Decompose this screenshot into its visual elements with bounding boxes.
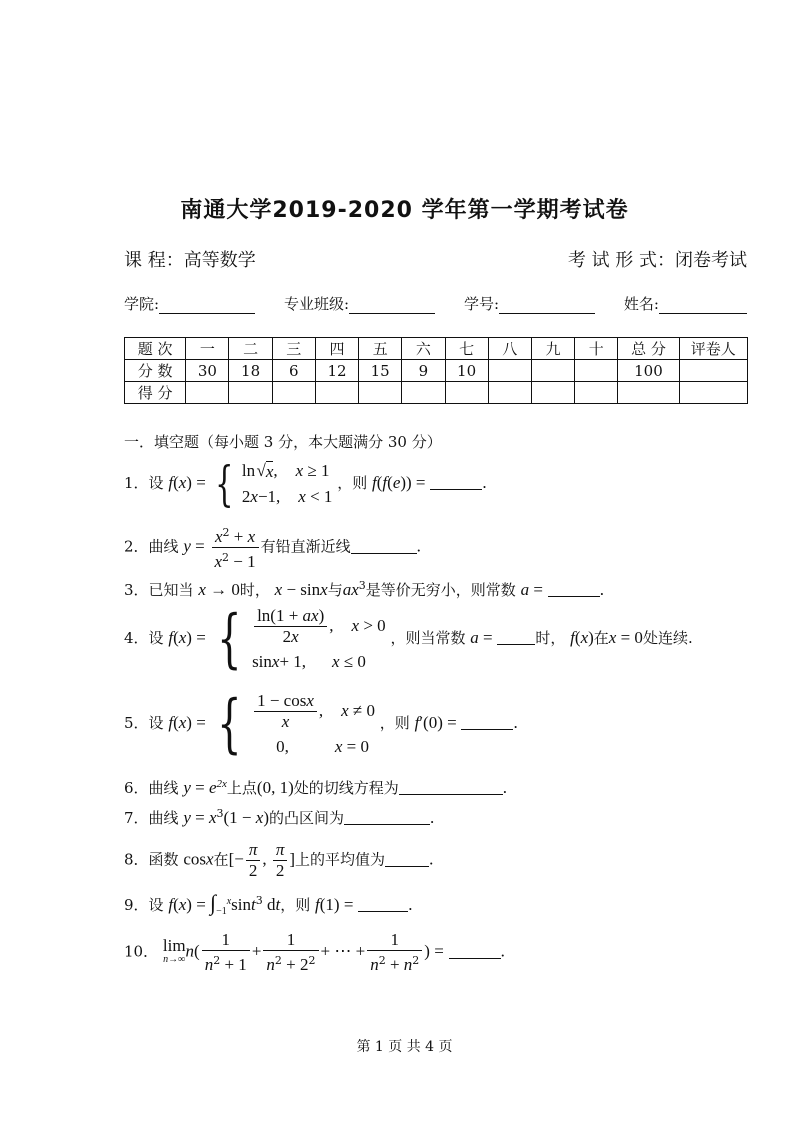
table-cell <box>488 360 531 382</box>
table-cell: 100 <box>618 360 679 382</box>
answer-blank[interactable] <box>358 895 408 912</box>
answer-blank[interactable] <box>548 580 600 597</box>
score-input-cell[interactable] <box>229 382 272 404</box>
score-table <box>124 337 748 404</box>
exam-title: 南通大学2019-2020 学年第一学期考试卷 <box>180 198 629 223</box>
course-label: 课 程：高等数学 <box>124 250 256 271</box>
table-cell: 十 <box>575 338 618 360</box>
score-input-cell[interactable] <box>488 382 531 404</box>
answer-blank[interactable] <box>497 628 535 645</box>
score-input-cell[interactable] <box>618 382 679 404</box>
question-8: 8．函数 cosx在[− $\frac{\pi}{2}$ , $\frac{\pi}{2}$ ]上的平均值为 . <box>124 840 434 880</box>
table-cell: 9 <box>402 360 445 382</box>
answer-blank[interactable] <box>399 778 503 795</box>
table-cell: 三 <box>272 338 315 360</box>
question-5: 5．设 f(x) = { $\frac{1 - \cos x}{x}$ , x ≠ 0 0, x = 0 ，则 f′(0) = . <box>124 687 518 761</box>
section-title: 一．填空题（每小题 3 分，本大题满分 30 分） <box>124 433 442 451</box>
question-6: 6．曲线 $y = e^{2x}$上点(0, 1)处的切线方程为 . <box>124 778 508 797</box>
table-cell: 10 <box>445 360 488 382</box>
table-cell: 五 <box>359 338 402 360</box>
score-input-cell[interactable] <box>359 382 402 404</box>
answer-blank[interactable] <box>449 942 501 959</box>
table-cell <box>531 360 574 382</box>
college-field[interactable]: 学院: <box>124 293 255 314</box>
table-cell: 九 <box>531 338 574 360</box>
answer-blank[interactable] <box>351 537 417 554</box>
score-input-cell[interactable] <box>272 382 315 404</box>
question-3: 3．已知当 x → 0时， x − sinx与$ax^3$是等价无穷小，则常数 a = . <box>124 579 604 599</box>
table-cell: 评卷人 <box>679 338 747 360</box>
answer-blank[interactable] <box>430 473 482 490</box>
table-cell: 6 <box>272 360 315 382</box>
table-cell <box>575 360 618 382</box>
score-table-got-row <box>125 382 748 404</box>
table-cell: 七 <box>445 338 488 360</box>
table-cell: 30 <box>186 360 229 382</box>
answer-blank[interactable] <box>461 713 513 730</box>
table-cell: 12 <box>315 360 358 382</box>
table-cell: 四 <box>315 338 358 360</box>
question-7: 7．曲线 $y = x^3(1 - x)$的凸区间为 . <box>124 807 435 827</box>
table-cell <box>679 360 747 382</box>
table-cell: 15 <box>359 360 402 382</box>
class-field[interactable]: 专业班级: <box>284 293 435 314</box>
table-cell: 八 <box>488 338 531 360</box>
score-input-cell[interactable] <box>531 382 574 404</box>
question-9: 9．设 $f(x) = \int_{-1}^x\sin t^3$ dt，则 f(1) = . <box>124 890 413 917</box>
table-cell: 分 数 <box>125 360 186 382</box>
score-input-cell[interactable] <box>575 382 618 404</box>
question-1: 1．设 f(x) = { ln √ x , x ≥ 1 2 x −1, x < 1 ，则 f(f(e)) = . <box>124 456 487 512</box>
score-table-points-row <box>125 360 748 382</box>
answer-blank[interactable] <box>344 808 430 825</box>
name-field[interactable]: 姓名: <box>624 293 747 314</box>
table-cell: 二 <box>229 338 272 360</box>
table-cell: 六 <box>402 338 445 360</box>
page-footer: 第 1 页 共 4 页 <box>356 1039 453 1055</box>
student-info-row <box>124 293 747 314</box>
question-10: 10． lim n→∞ n( $\frac{1}{n^2 + 1}$ + $\frac{1}{n^2 + 2^2}$ + ⋯ + $\frac{1}{n^2 + n^2}$ ) = . <box>124 930 505 974</box>
score-input-cell[interactable] <box>445 382 488 404</box>
table-cell: 得 分 <box>125 382 186 404</box>
table-cell: 一 <box>186 338 229 360</box>
table-cell: 18 <box>229 360 272 382</box>
answer-blank[interactable] <box>385 850 429 867</box>
table-cell: 总 分 <box>618 338 679 360</box>
table-cell: 题 次 <box>125 338 186 360</box>
score-input-cell[interactable] <box>186 382 229 404</box>
score-table-header-row <box>125 338 748 360</box>
student-id-field[interactable]: 学号: <box>464 293 595 314</box>
score-input-cell[interactable] <box>315 382 358 404</box>
score-input-cell[interactable] <box>402 382 445 404</box>
score-input-cell[interactable] <box>679 382 747 404</box>
question-4: 4．设 f(x) = { $\frac{\ln(1 + ax)}{2x}$ , x > 0 sin x + 1, x ≤ 0 ，则当常数 a = 时， f(x)在x = 0处连续. <box>124 602 693 676</box>
question-2: 2．曲线 y = $\frac{x^2 + x}{x^2 - 1}$ 有铅直渐近线 . <box>124 523 421 572</box>
exam-form-label: 考 试 形 式：闭卷考试 <box>567 250 747 271</box>
